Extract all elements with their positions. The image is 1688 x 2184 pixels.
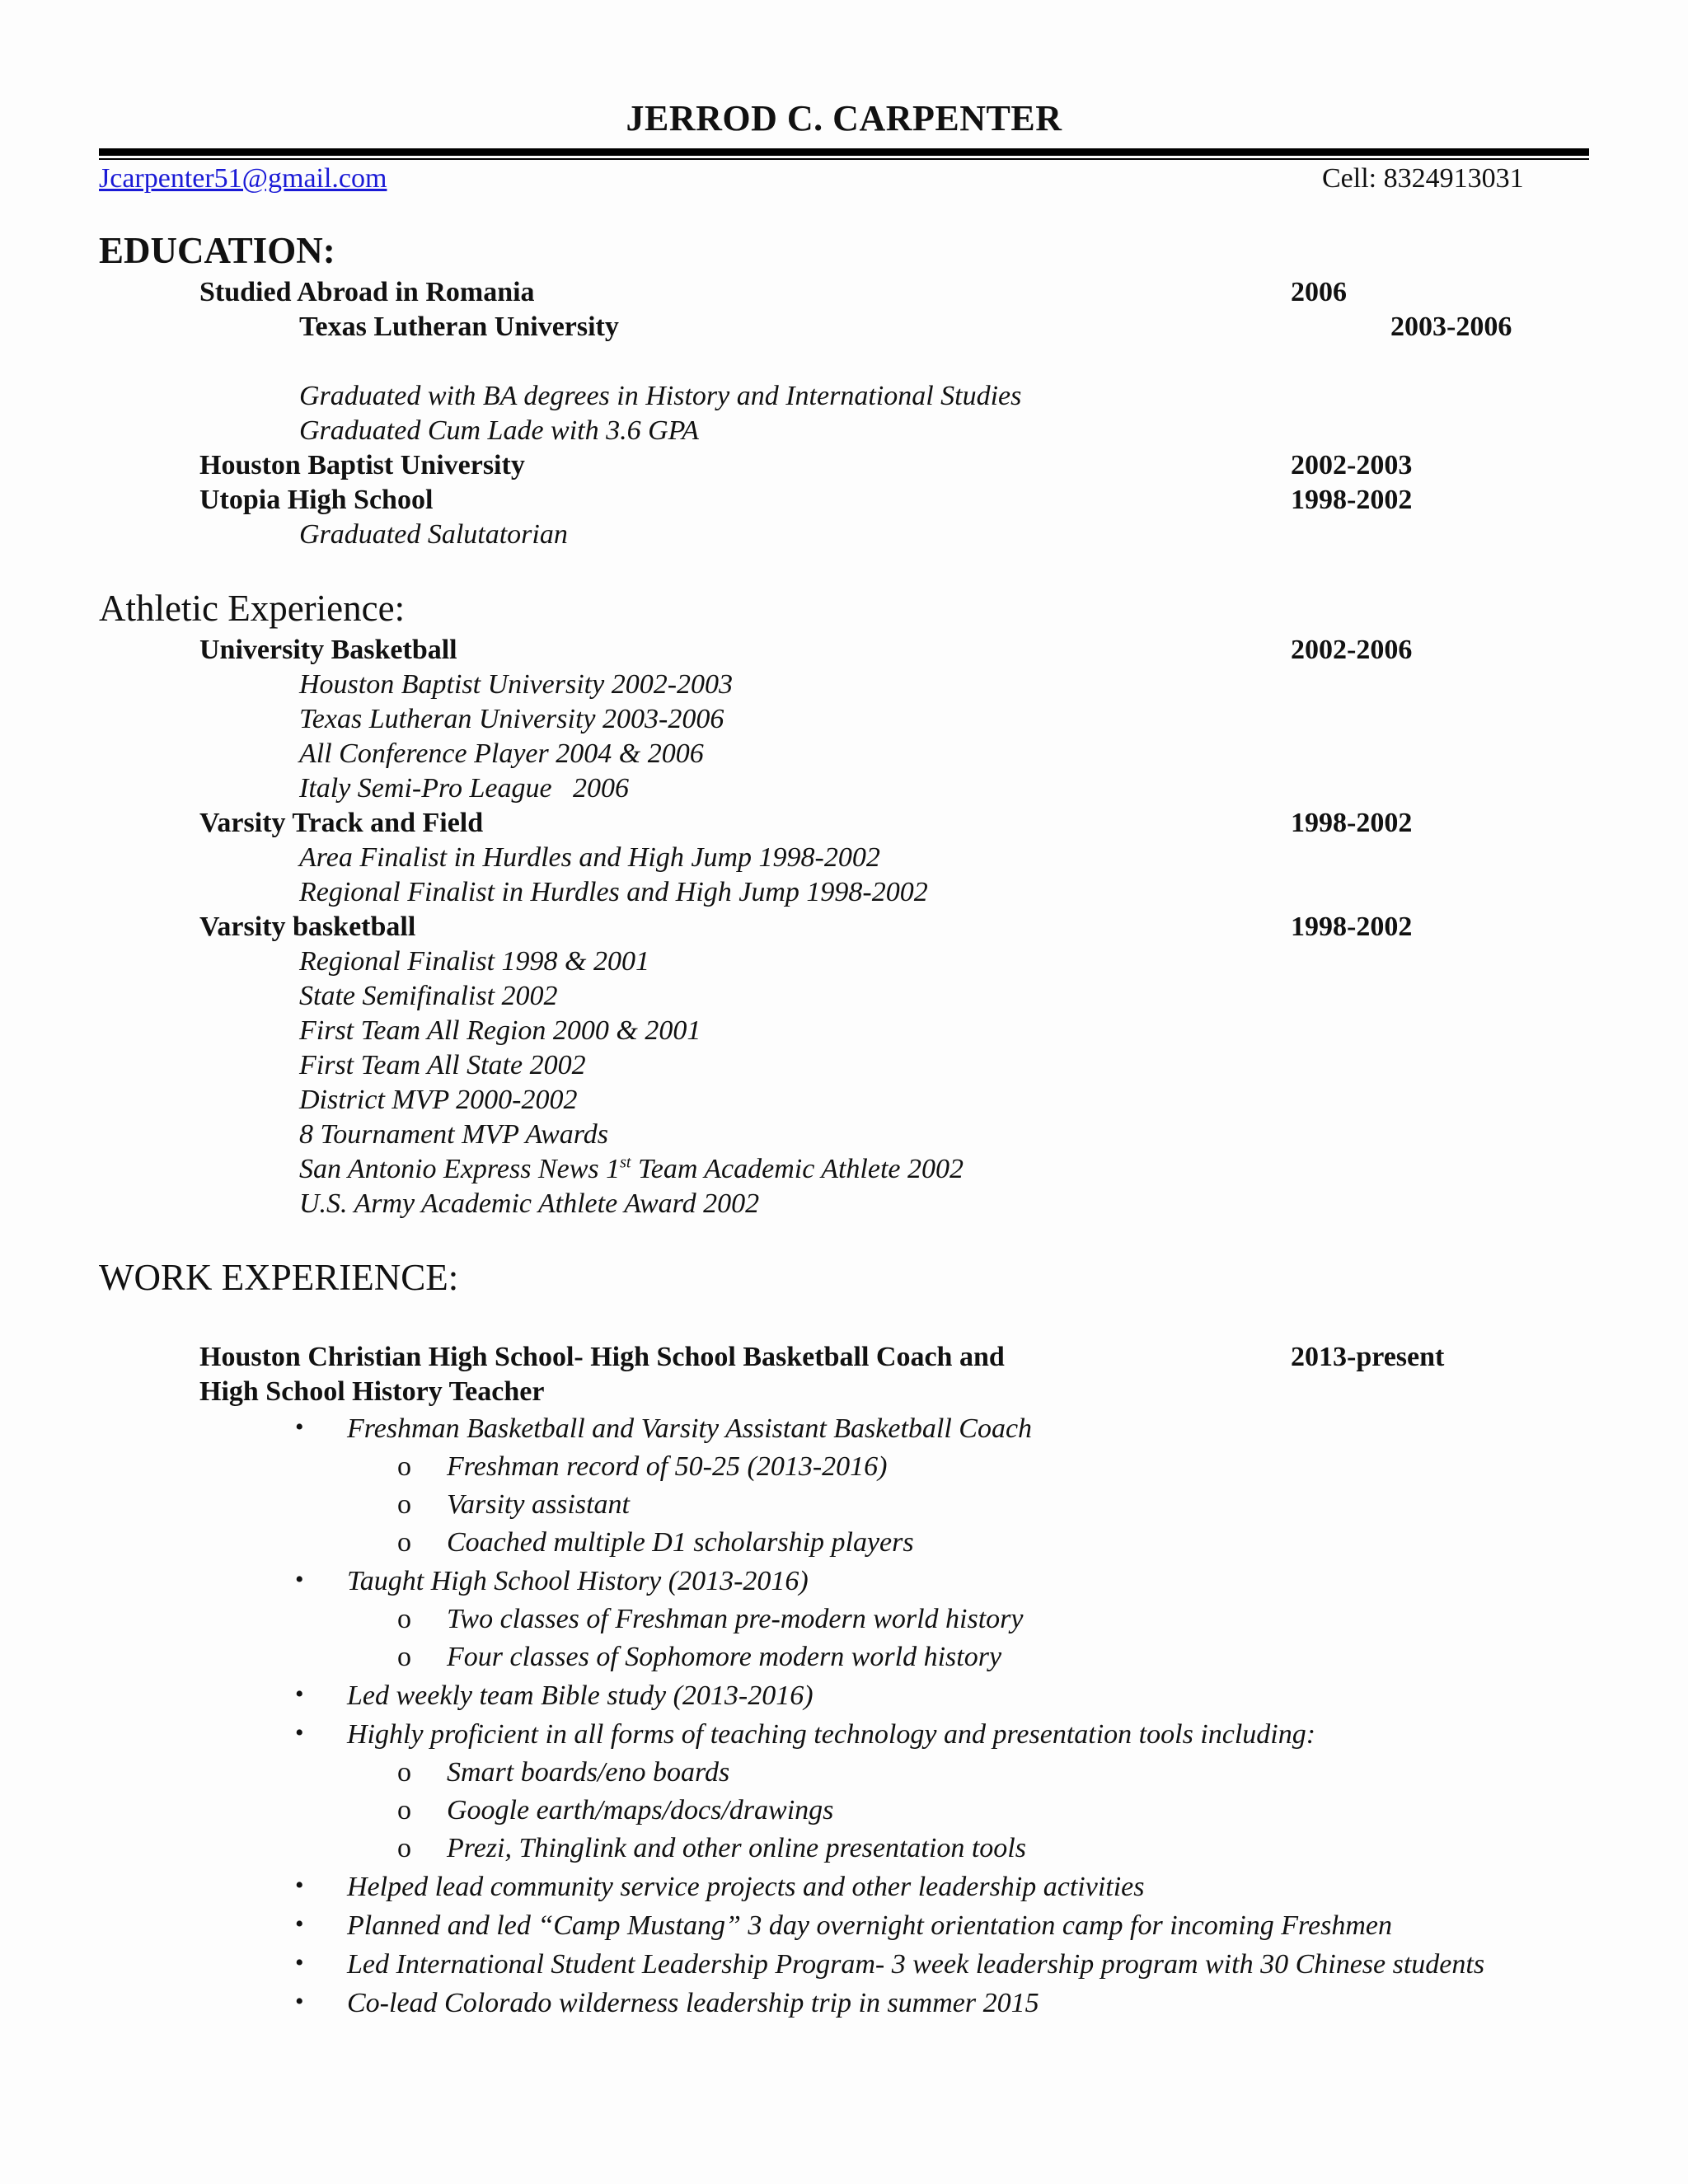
ath-basketball-item: State Semifinalist 2002	[299, 981, 558, 1011]
ath-university-item: Italy Semi-Pro League 2006	[299, 773, 630, 804]
work-sub-bullet: Two classes of Freshman pre-modern world history	[447, 1604, 1024, 1634]
sub-bullet-icon: o	[397, 1451, 411, 1482]
ath-university-item: Houston Baptist University 2002-2003	[299, 669, 734, 700]
ath-basketball-heading: Varsity basketball	[199, 912, 416, 942]
work-bullet: Led International Student Leadership Program- 3 week leadership program with 30 Chinese students	[347, 1949, 1485, 1980]
ath-basketball-item: First Team All State 2002	[299, 1050, 586, 1080]
work-bullet: Co-lead Colorado wilderness leadership trip in summer 2015	[347, 1988, 1039, 2018]
work-bullet: Highly proficient in all forms of teaching technology and presentation tools including:	[347, 1719, 1316, 1750]
bullet-icon: •	[295, 1566, 304, 1593]
education-heading: EDUCATION:	[99, 230, 335, 271]
bullet-icon: •	[295, 1719, 304, 1746]
sub-bullet-icon: o	[397, 1527, 411, 1558]
ath-express-award	[299, 1152, 964, 1187]
cell-label: Cell:	[1322, 163, 1377, 194]
ath-university-heading: University Basketball	[199, 635, 457, 665]
ath-basketball-item: 8 Tournament MVP Awards	[299, 1119, 609, 1150]
express-post: Team Academic Athlete 2002	[631, 1154, 964, 1184]
work-sub-bullet: Prezi, Thinglink and other online presentation tools	[447, 1833, 1026, 1863]
work-sub-bullet: Four classes of Sophomore modern world history	[447, 1642, 1002, 1672]
edu-tlu-years: 2003-2006	[1390, 312, 1512, 342]
work-bullet: Helped lead community service projects and other leadership activities	[347, 1872, 1145, 1902]
ath-university-item: Texas Lutheran University 2003-2006	[299, 704, 724, 734]
sub-bullet-icon: o	[397, 1642, 411, 1672]
work-sub-bullet: Freshman record of 50-25 (2013-2016)	[447, 1451, 888, 1482]
bullet-icon: •	[295, 1910, 304, 1938]
work-heading: WORK EXPERIENCE:	[99, 1257, 459, 1298]
work-years: 2013-present	[1291, 1342, 1445, 1372]
edu-utopia-school: Utopia High School	[199, 485, 434, 515]
ath-track-item: Area Finalist in Hurdles and High Jump 1998-2002	[299, 842, 880, 873]
work-employer-line2: High School History Teacher	[199, 1376, 545, 1407]
edu-abroad-school: Studied Abroad in Romania	[199, 277, 535, 307]
edu-tlu-detail: Graduated Cum Lade with 3.6 GPA	[299, 415, 699, 446]
ath-track-years: 1998-2002	[1291, 808, 1413, 838]
bullet-icon: •	[295, 1872, 304, 1899]
ath-track-heading: Varsity Track and Field	[199, 808, 484, 838]
edu-tlu-school: Texas Lutheran University	[299, 312, 619, 342]
ath-basketball-item: First Team All Region 2000 & 2001	[299, 1015, 701, 1046]
edu-utopia-detail: Graduated Salutatorian	[299, 519, 568, 550]
sub-bullet-icon: o	[397, 1833, 411, 1863]
express-sup: st	[620, 1153, 631, 1172]
bullet-icon: •	[295, 1680, 304, 1708]
edu-hbu-school: Houston Baptist University	[199, 450, 525, 480]
ath-university-item: All Conference Player 2004 & 2006	[299, 738, 704, 769]
work-employer-line1: Houston Christian High School- High School Basketball Coach and	[199, 1342, 1005, 1372]
cell-number: 8324913031	[1383, 163, 1524, 194]
candidate-name: JERROD C. CARPENTER	[626, 98, 1062, 138]
ath-university-years: 2002-2006	[1291, 635, 1413, 665]
work-bullet: Led weekly team Bible study (2013-2016)	[347, 1680, 814, 1711]
bullet-icon: •	[295, 1413, 304, 1441]
ath-basketball-item: District MVP 2000-2002	[299, 1085, 578, 1115]
ath-army-award: U.S. Army Academic Athlete Award 2002	[299, 1188, 760, 1219]
cell-phone	[1322, 163, 1524, 194]
work-sub-bullet: Varsity assistant	[447, 1489, 630, 1520]
ath-basketball-years: 1998-2002	[1291, 912, 1413, 942]
work-sub-bullet: Coached multiple D1 scholarship players	[447, 1527, 914, 1558]
edu-abroad-year: 2006	[1291, 277, 1347, 307]
bullet-icon: •	[295, 1949, 304, 1976]
sub-bullet-icon: o	[397, 1795, 411, 1825]
work-bullet: Planned and led “Camp Mustang” 3 day overnight orientation camp for incoming Freshmen	[347, 1910, 1392, 1941]
ath-track-item: Regional Finalist in Hurdles and High Jump 1998-2002	[299, 877, 928, 907]
ath-basketball-item: Regional Finalist 1998 & 2001	[299, 946, 649, 977]
work-sub-bullet: Smart boards/eno boards	[447, 1757, 730, 1788]
edu-utopia-years: 1998-2002	[1291, 485, 1413, 515]
work-bullet: Freshman Basketball and Varsity Assistant Basketball Coach	[347, 1413, 1033, 1444]
sub-bullet-icon: o	[397, 1489, 411, 1520]
bullet-icon: •	[295, 1988, 304, 2015]
athletic-heading: Athletic Experience:	[99, 588, 406, 629]
express-pre: San Antonio Express News 1	[299, 1154, 621, 1184]
work-sub-bullet: Google earth/maps/docs/drawings	[447, 1795, 834, 1825]
header-rule-thick	[99, 148, 1589, 156]
sub-bullet-icon: o	[397, 1757, 411, 1788]
edu-tlu-detail: Graduated with BA degrees in History and International Studies	[299, 381, 1022, 411]
work-bullet: Taught High School History (2013-2016)	[347, 1566, 809, 1596]
email-link[interactable]: Jcarpenter51@gmail.com	[99, 163, 387, 194]
sub-bullet-icon: o	[397, 1604, 411, 1634]
header-rule-thin	[99, 158, 1589, 160]
edu-hbu-years: 2002-2003	[1291, 450, 1413, 480]
